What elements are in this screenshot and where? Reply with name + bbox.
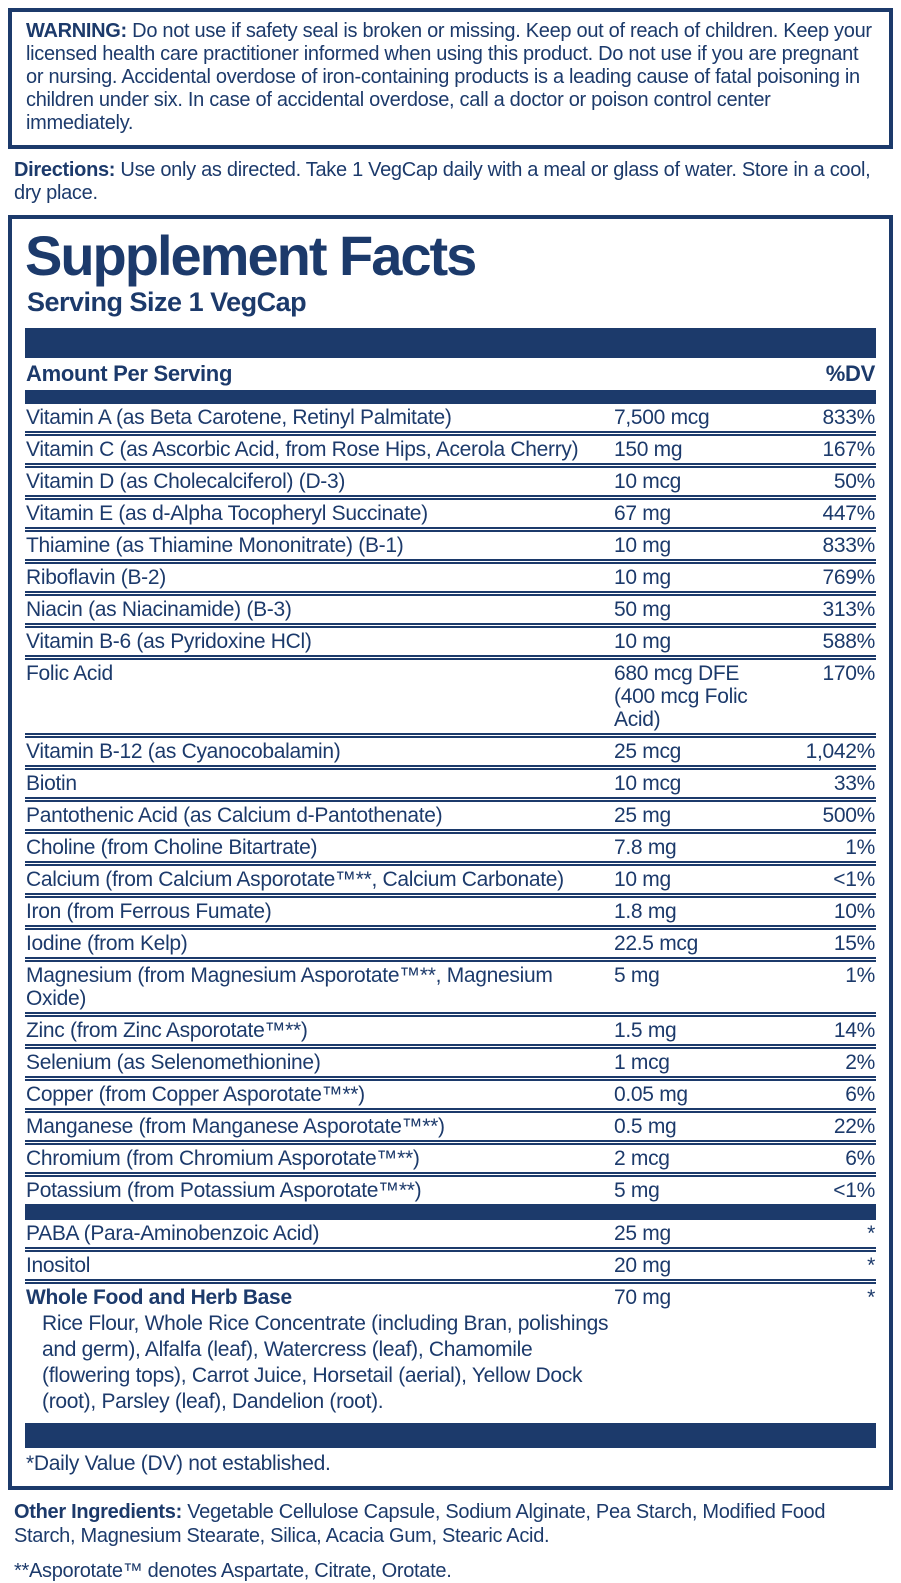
nutrient-dv: 1% bbox=[845, 836, 875, 859]
nutrient-name: Vitamin C (as Ascorbic Acid, from Rose Hips, Acerola Cherry) bbox=[26, 438, 579, 461]
table-row bbox=[25, 500, 876, 527]
warning-box bbox=[8, 8, 893, 149]
table-rowblock bbox=[25, 1247, 876, 1279]
table-rowblock bbox=[25, 591, 876, 623]
table-row bbox=[25, 930, 876, 957]
nutrient-name: Vitamin A (as Beta Carotene, Retinyl Palmitate) bbox=[26, 406, 452, 429]
nutrient-amount: 0.5 mg bbox=[614, 1115, 677, 1138]
nutrient-name: Selenium (as Selenomethionine) bbox=[26, 1051, 321, 1074]
nutrient-dv: 1,042% bbox=[805, 740, 875, 763]
directions bbox=[14, 159, 889, 205]
nutrient-dv: 833% bbox=[822, 534, 875, 557]
nutrient-name: Choline (from Choline Bitartrate) bbox=[26, 836, 318, 859]
nutrient-amount: 7.8 mg bbox=[614, 836, 677, 859]
directions-label: Directions: bbox=[14, 159, 116, 181]
table-row bbox=[25, 628, 876, 655]
table-rowblock bbox=[25, 1076, 876, 1108]
nutrient-dv: 50% bbox=[833, 470, 875, 493]
table-rowblock bbox=[25, 733, 876, 765]
nutrient-dv: 167% bbox=[822, 438, 875, 461]
divider-bar-bottom bbox=[25, 1423, 876, 1448]
table-rowblock bbox=[25, 1172, 876, 1204]
nutrient-amount: 25 mg bbox=[614, 804, 671, 827]
nutrient-name: Biotin bbox=[26, 772, 77, 795]
nutrient-amount: 70 mg bbox=[614, 1286, 671, 1309]
table-row bbox=[25, 866, 876, 893]
dv-column-label: %DV bbox=[825, 361, 875, 386]
nutrient-name: Vitamin E (as d-Alpha Tocopheryl Succinate) bbox=[26, 502, 428, 525]
table-rowblock bbox=[25, 1044, 876, 1076]
table-row bbox=[25, 564, 876, 591]
nutrient-name: Folic Acid bbox=[26, 662, 113, 685]
nutrient-dv: 447% bbox=[822, 502, 875, 525]
nutrient-amount: 10 mg bbox=[614, 566, 671, 589]
table-rowblock bbox=[25, 1140, 876, 1172]
nutrient-name: Vitamin D (as Cholecalciferol) (D-3) bbox=[26, 470, 346, 493]
nutrient-name: Vitamin B-6 (as Pyridoxine HCl) bbox=[26, 630, 312, 653]
asporotate-note: **Asporotate™ denotes Aspartate, Citrate, Orotate. bbox=[14, 1560, 452, 1582]
table-row bbox=[25, 1252, 876, 1279]
nutrient-amount: 50 mg bbox=[614, 598, 671, 621]
nutrient-name: Thiamine (as Thiamine Mononitrate) (B-1) bbox=[26, 534, 404, 557]
table-rowblock bbox=[25, 1012, 876, 1044]
nutrient-name: Riboflavin (B-2) bbox=[26, 566, 166, 589]
table-row bbox=[25, 596, 876, 623]
nutrient-amount: 10 mcg bbox=[614, 772, 682, 795]
nutrient-amount: 680 mcg DFE (400 mcg Folic Acid) bbox=[614, 662, 785, 731]
table-row bbox=[25, 770, 876, 797]
table-rowblock bbox=[25, 431, 876, 463]
nutrient-dv: * bbox=[867, 1286, 875, 1309]
table-rowblock bbox=[25, 495, 876, 527]
table-rowblock bbox=[25, 655, 876, 733]
nutrient-dv: 22% bbox=[833, 1115, 875, 1138]
table-rowblock bbox=[25, 1220, 876, 1247]
nutrient-dv: 833% bbox=[822, 406, 875, 429]
table-rowblock bbox=[25, 463, 876, 495]
nutrient-name: Iodine (from Kelp) bbox=[26, 932, 188, 955]
nutrient-dv: 588% bbox=[822, 630, 875, 653]
warning-label: WARNING: bbox=[26, 20, 127, 42]
nutrient-name: Copper (from Copper Asporotate™**) bbox=[26, 1083, 365, 1106]
nutrient-dv: <1% bbox=[833, 868, 875, 891]
nutrient-dv: * bbox=[867, 1254, 875, 1277]
nutrient-amount: 2 mcg bbox=[614, 1147, 670, 1170]
nutrient-amount: 1 mcg bbox=[614, 1051, 670, 1074]
table-row bbox=[25, 1049, 876, 1076]
supplement-facts-title: Supplement Facts bbox=[25, 224, 476, 287]
other-ingredients bbox=[14, 1500, 889, 1548]
herb-base-ingredients: Rice Flour, Whole Rice Concentrate (including Bran, polishings and germ), Alfalfa (leaf), Watercress (leaf), Chamomile (flowering tops), Carrot Juice, Horsetail (aerial), Yellow Dock (root), Parsley (leaf), Dandelion (root). bbox=[42, 1312, 609, 1413]
nutrient-name: Manganese (from Manganese Asporotate™**) bbox=[26, 1115, 445, 1138]
supplement-facts-panel bbox=[8, 215, 893, 1490]
nutrient-name: PABA (Para-Aminobenzoic Acid) bbox=[26, 1222, 320, 1245]
nutrient-name: Whole Food and Herb Base bbox=[26, 1286, 292, 1309]
nutrient-amount: 1.5 mg bbox=[614, 1019, 677, 1042]
nutrient-amount: 7,500 mcg bbox=[614, 406, 710, 429]
nutrient-name: Chromium (from Chromium Asporotate™**) bbox=[26, 1147, 420, 1170]
nutrient-amount: 22.5 mcg bbox=[614, 932, 698, 955]
nutrient-amount: 150 mg bbox=[614, 438, 683, 461]
nutrient-dv: 10% bbox=[833, 900, 875, 923]
nutrient-dv: 6% bbox=[845, 1083, 875, 1106]
other-ingredients-label: Other Ingredients: bbox=[14, 1501, 182, 1523]
divider-bar-section bbox=[25, 1204, 876, 1220]
nutrient-amount: 20 mg bbox=[614, 1254, 671, 1277]
nutrient-name: Vitamin B-12 (as Cyanocobalamin) bbox=[26, 740, 341, 763]
table-row bbox=[25, 1220, 876, 1247]
amount-per-serving-label: Amount Per Serving bbox=[26, 361, 233, 386]
table-row bbox=[25, 1017, 876, 1044]
nutrient-table-secondary bbox=[25, 1220, 876, 1419]
nutrient-amount: 10 mg bbox=[614, 534, 671, 557]
nutrient-dv: * bbox=[867, 1222, 875, 1245]
table-row bbox=[25, 898, 876, 925]
nutrient-dv: 15% bbox=[833, 932, 875, 955]
table-row bbox=[25, 802, 876, 829]
table-row bbox=[25, 1145, 876, 1172]
nutrient-amount: 10 mcg bbox=[614, 470, 682, 493]
nutrient-dv: 313% bbox=[822, 598, 875, 621]
table-rowblock bbox=[25, 559, 876, 591]
directions-text: Use only as directed. Take 1 VegCap daily with a meal or glass of water. Store in a cool, dry place. bbox=[14, 159, 871, 204]
table-row bbox=[25, 1113, 876, 1140]
table-row bbox=[25, 532, 876, 559]
nutrient-name: Niacin (as Niacinamide) (B-3) bbox=[26, 598, 292, 621]
nutrient-name: Iron (from Ferrous Fumate) bbox=[26, 900, 272, 923]
table-row bbox=[25, 660, 876, 733]
divider-bar-medium bbox=[25, 390, 876, 404]
table-rowblock bbox=[25, 957, 876, 1012]
nutrient-dv: 6% bbox=[845, 1147, 875, 1170]
nutrient-amount: 5 mg bbox=[614, 964, 660, 987]
nutrient-dv: <1% bbox=[833, 1179, 875, 1202]
table-header-row bbox=[25, 358, 876, 390]
table-row bbox=[25, 834, 876, 861]
nutrient-amount: 25 mcg bbox=[614, 740, 682, 763]
nutrient-name: Magnesium (from Magnesium Asporotate™**, Magnesium Oxide) bbox=[26, 964, 553, 1010]
nutrient-amount: 5 mg bbox=[614, 1179, 660, 1202]
nutrient-dv: 170% bbox=[822, 662, 875, 685]
table-row bbox=[25, 738, 876, 765]
nutrient-dv: 500% bbox=[822, 804, 875, 827]
nutrient-amount: 1.8 mg bbox=[614, 900, 677, 923]
nutrient-dv: 2% bbox=[845, 1051, 875, 1074]
nutrient-amount: 25 mg bbox=[614, 1222, 671, 1245]
table-row bbox=[25, 468, 876, 495]
table-row bbox=[25, 1177, 876, 1204]
table-row bbox=[25, 436, 876, 463]
table-rowblock bbox=[25, 527, 876, 559]
nutrient-amount: 10 mg bbox=[614, 630, 671, 653]
table-rowblock bbox=[25, 404, 876, 431]
nutrient-name: Pantothenic Acid (as Calcium d-Pantothenate) bbox=[26, 804, 443, 827]
nutrient-table-main bbox=[25, 404, 876, 1204]
table-rowblock bbox=[25, 1108, 876, 1140]
nutrient-amount-line2: (400 mcg Folic Acid) bbox=[614, 685, 748, 731]
nutrient-name: Inositol bbox=[26, 1254, 91, 1277]
table-rowblock bbox=[25, 765, 876, 797]
other-ingredients-text: Vegetable Cellulose Capsule, Sodium Alginate, Pea Starch, Modified Food Starch, Magnesium Stearate, Silica, Acacia Gum, Stearic Acid. bbox=[14, 1501, 826, 1547]
nutrient-dv: 769% bbox=[822, 566, 875, 589]
nutrient-name: Zinc (from Zinc Asporotate™**) bbox=[26, 1019, 308, 1042]
table-rowblock bbox=[25, 925, 876, 957]
table-rowblock bbox=[25, 623, 876, 655]
nutrient-dv: 33% bbox=[833, 772, 875, 795]
table-rowblock bbox=[25, 797, 876, 829]
serving-size: Serving Size 1 VegCap bbox=[27, 287, 307, 317]
table-row bbox=[25, 1081, 876, 1108]
nutrient-dv: 14% bbox=[833, 1019, 875, 1042]
table-rowblock bbox=[25, 861, 876, 893]
table-row bbox=[25, 404, 876, 431]
table-row bbox=[25, 962, 876, 1012]
table-rowblock bbox=[25, 893, 876, 925]
nutrient-name: Potassium (from Potassium Asporotate™**) bbox=[26, 1179, 422, 1202]
table-rowblock bbox=[25, 829, 876, 861]
nutrient-dv: 1% bbox=[845, 964, 875, 987]
divider-bar-thick bbox=[25, 328, 876, 358]
warning-text: Do not use if safety seal is broken or missing. Keep out of reach of children. Keep your licensed health care practitioner informed when using this product. Do not use if you are pregnant or nursing. Accidental overdose of iron-containing products is a leading cause of fatal poisoning in children under six. In case of accidental overdose, call a doctor or poison control center immediately. bbox=[26, 20, 872, 134]
nutrient-amount: 67 mg bbox=[614, 502, 671, 525]
nutrient-amount: 0.05 mg bbox=[614, 1083, 688, 1106]
nutrient-amount: 10 mg bbox=[614, 868, 671, 891]
daily-value-footnote: *Daily Value (DV) not established. bbox=[26, 1452, 331, 1475]
table-rowblock bbox=[25, 1279, 876, 1419]
table-row bbox=[25, 1284, 876, 1311]
nutrient-name: Calcium (from Calcium Asporotate™**, Calcium Carbonate) bbox=[26, 868, 564, 891]
